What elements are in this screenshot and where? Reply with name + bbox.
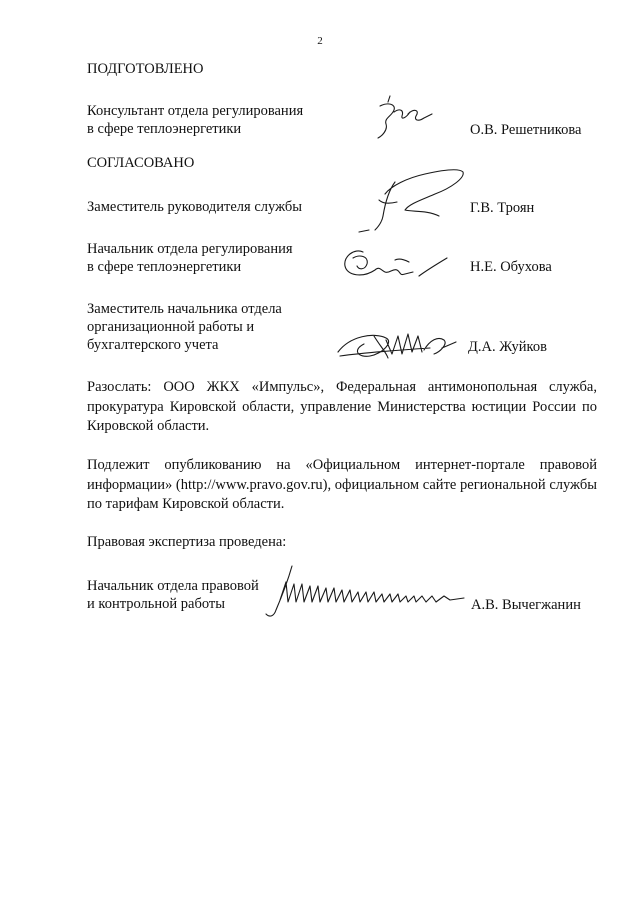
- legal-head-name: А.В. Вычегжанин: [471, 597, 581, 613]
- agreed-heading: СОГЛАСОВАНО: [87, 155, 195, 171]
- signatory-3-title-line1: Заместитель начальника отдела: [87, 301, 282, 317]
- signatory-2-title-line1: Начальник отдела регулирования: [87, 241, 293, 257]
- signatory-2-signature: [335, 236, 455, 286]
- legal-review-statement: Правовая экспертиза проведена:: [87, 534, 287, 550]
- legal-head-signature: [258, 562, 470, 620]
- consultant-title-line1: Консультант отдела регулирования: [87, 103, 304, 119]
- consultant-title-line2: в сфере теплоэнергетики: [87, 121, 242, 137]
- signatory-3-signature: [330, 322, 460, 366]
- signatory-3-title-line2: организационной работы и: [87, 319, 255, 335]
- signatory-2-name: Н.Е. Обухова: [470, 259, 552, 275]
- distribution-paragraph: Разослать: ООО ЖКХ «Импульс», Федеральная антимонопольная служба, прокуратура Кировской области, управление Министерства юстиции России по Кировской области.: [87, 379, 597, 434]
- legal-head-title-line2: и контрольной работы: [87, 596, 225, 612]
- consultant-signature: [368, 92, 438, 140]
- legal-head-title-line1: Начальник отдела правовой: [87, 578, 259, 594]
- signatory-2-title-line2: в сфере теплоэнергетики: [87, 259, 242, 275]
- signatory-3-name: Д.А. Жуйков: [468, 339, 547, 355]
- publication-paragraph: Подлежит опубликованию на «Официальном интернет-портале правовой информации» (http://www.pravo.gov.ru), официальном сайте региональной службы по тарифам Кировской области.: [87, 457, 597, 512]
- signatory-3-title-line3: бухгалтерского учета: [87, 337, 219, 353]
- prepared-heading: ПОДГОТОВЛЕНО: [87, 61, 204, 77]
- signatory-1-signature: [355, 160, 465, 235]
- signatory-1-title: Заместитель руководителя службы: [87, 199, 303, 215]
- page-number: 2: [317, 35, 323, 47]
- consultant-name: О.В. Решетникова: [470, 122, 582, 138]
- signatory-1-name: Г.В. Троян: [470, 200, 535, 216]
